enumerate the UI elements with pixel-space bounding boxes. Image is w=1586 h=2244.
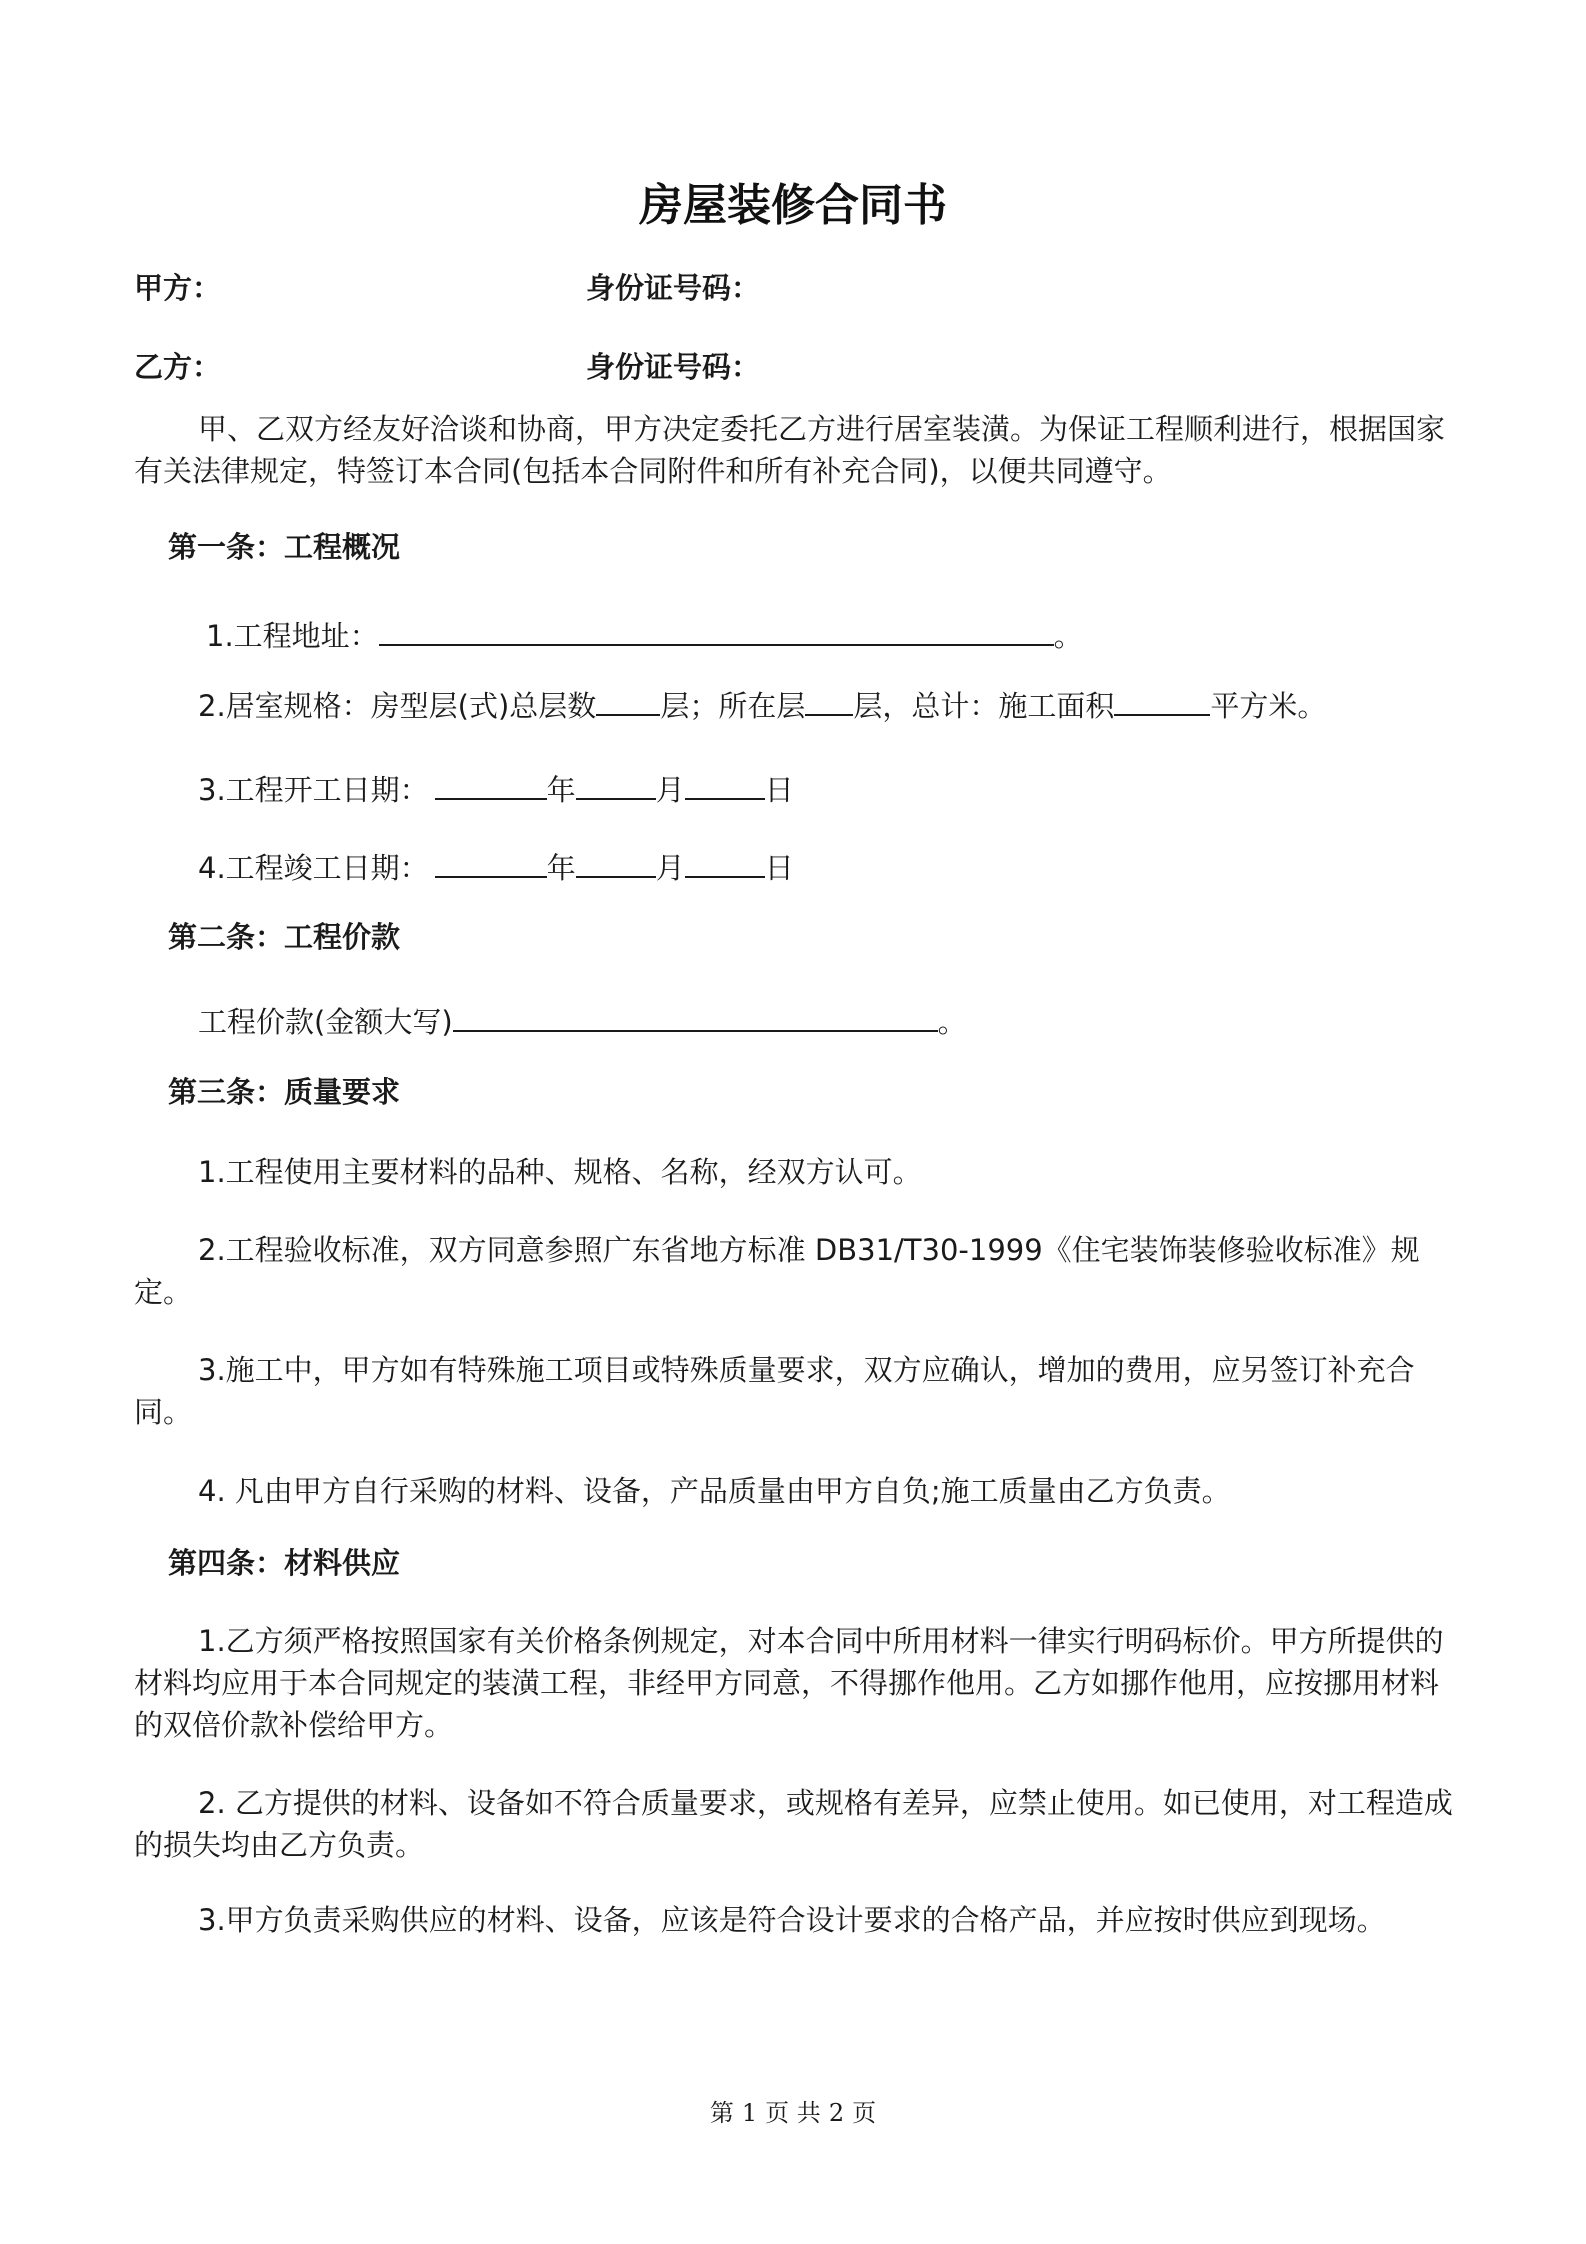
article3-item: 4. 凡由甲方自行采购的材料、设备，产品质量由甲方自负;施工质量由乙方负责。 (198, 1474, 1231, 1508)
start-date-line: 3.工程开工日期： 年 月 日 (198, 768, 794, 810)
start-day-blank[interactable] (685, 768, 765, 800)
price-label: 工程价款(金额大写) (198, 1005, 453, 1039)
price-blank[interactable] (453, 1000, 938, 1032)
end-day-blank[interactable] (685, 846, 765, 878)
article3-heading: 第三条：质量要求 (168, 1075, 401, 1109)
area-blank[interactable] (1114, 684, 1210, 716)
start-year-blank[interactable] (435, 768, 547, 800)
address-line: 1.工程地址： 。 (206, 614, 1083, 656)
party-a-id-label: 身份证号码： (586, 271, 761, 305)
article4-item: 1.乙方须严格按照国家有关价格条例规定，对本合同中所用材料一律实行明码标价。甲方所提供的材料均应用于本合同规定的装潢工程，非经甲方同意，不得挪作他用。乙方如挪作他用，应按挪用材料的双倍价款补偿给甲方。 (134, 1624, 1444, 1742)
spec-prefix: 2.居室规格：房型层(式)总层数 (198, 689, 597, 723)
article2-heading: 第二条：工程价款 (168, 920, 401, 954)
party-b-id-label: 身份证号码： (586, 350, 761, 384)
total-floors-blank[interactable] (596, 684, 660, 716)
page-number: 1 (741, 2099, 758, 2127)
party-a-label: 甲方： (134, 271, 222, 305)
end-date-label: 4.工程竣工日期： (198, 851, 429, 885)
start-month-blank[interactable] (576, 768, 656, 800)
article4-item: 2. 乙方提供的材料、设备如不符合质量要求，或规格有差异，应禁止使用。如已使用，对工程造成的损失均由乙方负责。 (134, 1786, 1453, 1862)
article4-heading: 第四条：材料供应 (168, 1546, 401, 1580)
end-year-blank[interactable] (435, 846, 547, 878)
start-date-label: 3.工程开工日期： (198, 773, 429, 807)
price-line: 工程价款(金额大写) 。 (198, 1000, 967, 1042)
article1-heading: 第一条：工程概况 (168, 530, 401, 564)
page-total: 2 (828, 2099, 845, 2127)
page-footer: 第 1 页 共 2 页 (709, 2099, 877, 2127)
article3-item: 1.工程使用主要材料的品种、规格、名称，经双方认可。 (198, 1155, 922, 1189)
article3-item: 3.施工中，甲方如有特殊施工项目或特殊质量要求，双方应确认，增加的费用，应另签订补充合同。 (134, 1353, 1415, 1429)
end-date-line: 4.工程竣工日期： 年 月 日 (198, 846, 794, 888)
current-floor-blank[interactable] (805, 684, 853, 716)
room-spec-line: 2.居室规格：房型层(式)总层数 层；所在层 层，总计：施工面积 平方米。 (198, 684, 1326, 726)
address-blank[interactable] (379, 614, 1054, 646)
end-month-blank[interactable] (576, 846, 656, 878)
intro-paragraph: 甲、乙双方经友好洽谈和协商，甲方决定委托乙方进行居室装潢。为保证工程顺利进行，根据国家有关法律规定，特签订本合同(包括本合同附件和所有补充合同)，以便共同遵守。 (134, 412, 1446, 488)
party-b-label: 乙方： (134, 350, 222, 384)
address-label: 1.工程地址： (206, 619, 379, 653)
article3-item: 2.工程验收标准，双方同意参照广东省地方标准 DB31/T30-1999《住宅装饰装修验收标准》规定。 (134, 1233, 1420, 1309)
document-title: 房屋装修合同书 (639, 180, 947, 231)
article4-item: 3.甲方负责采购供应的材料、设备，应该是符合设计要求的合格产品，并应按时供应到现场。 (198, 1903, 1386, 1937)
